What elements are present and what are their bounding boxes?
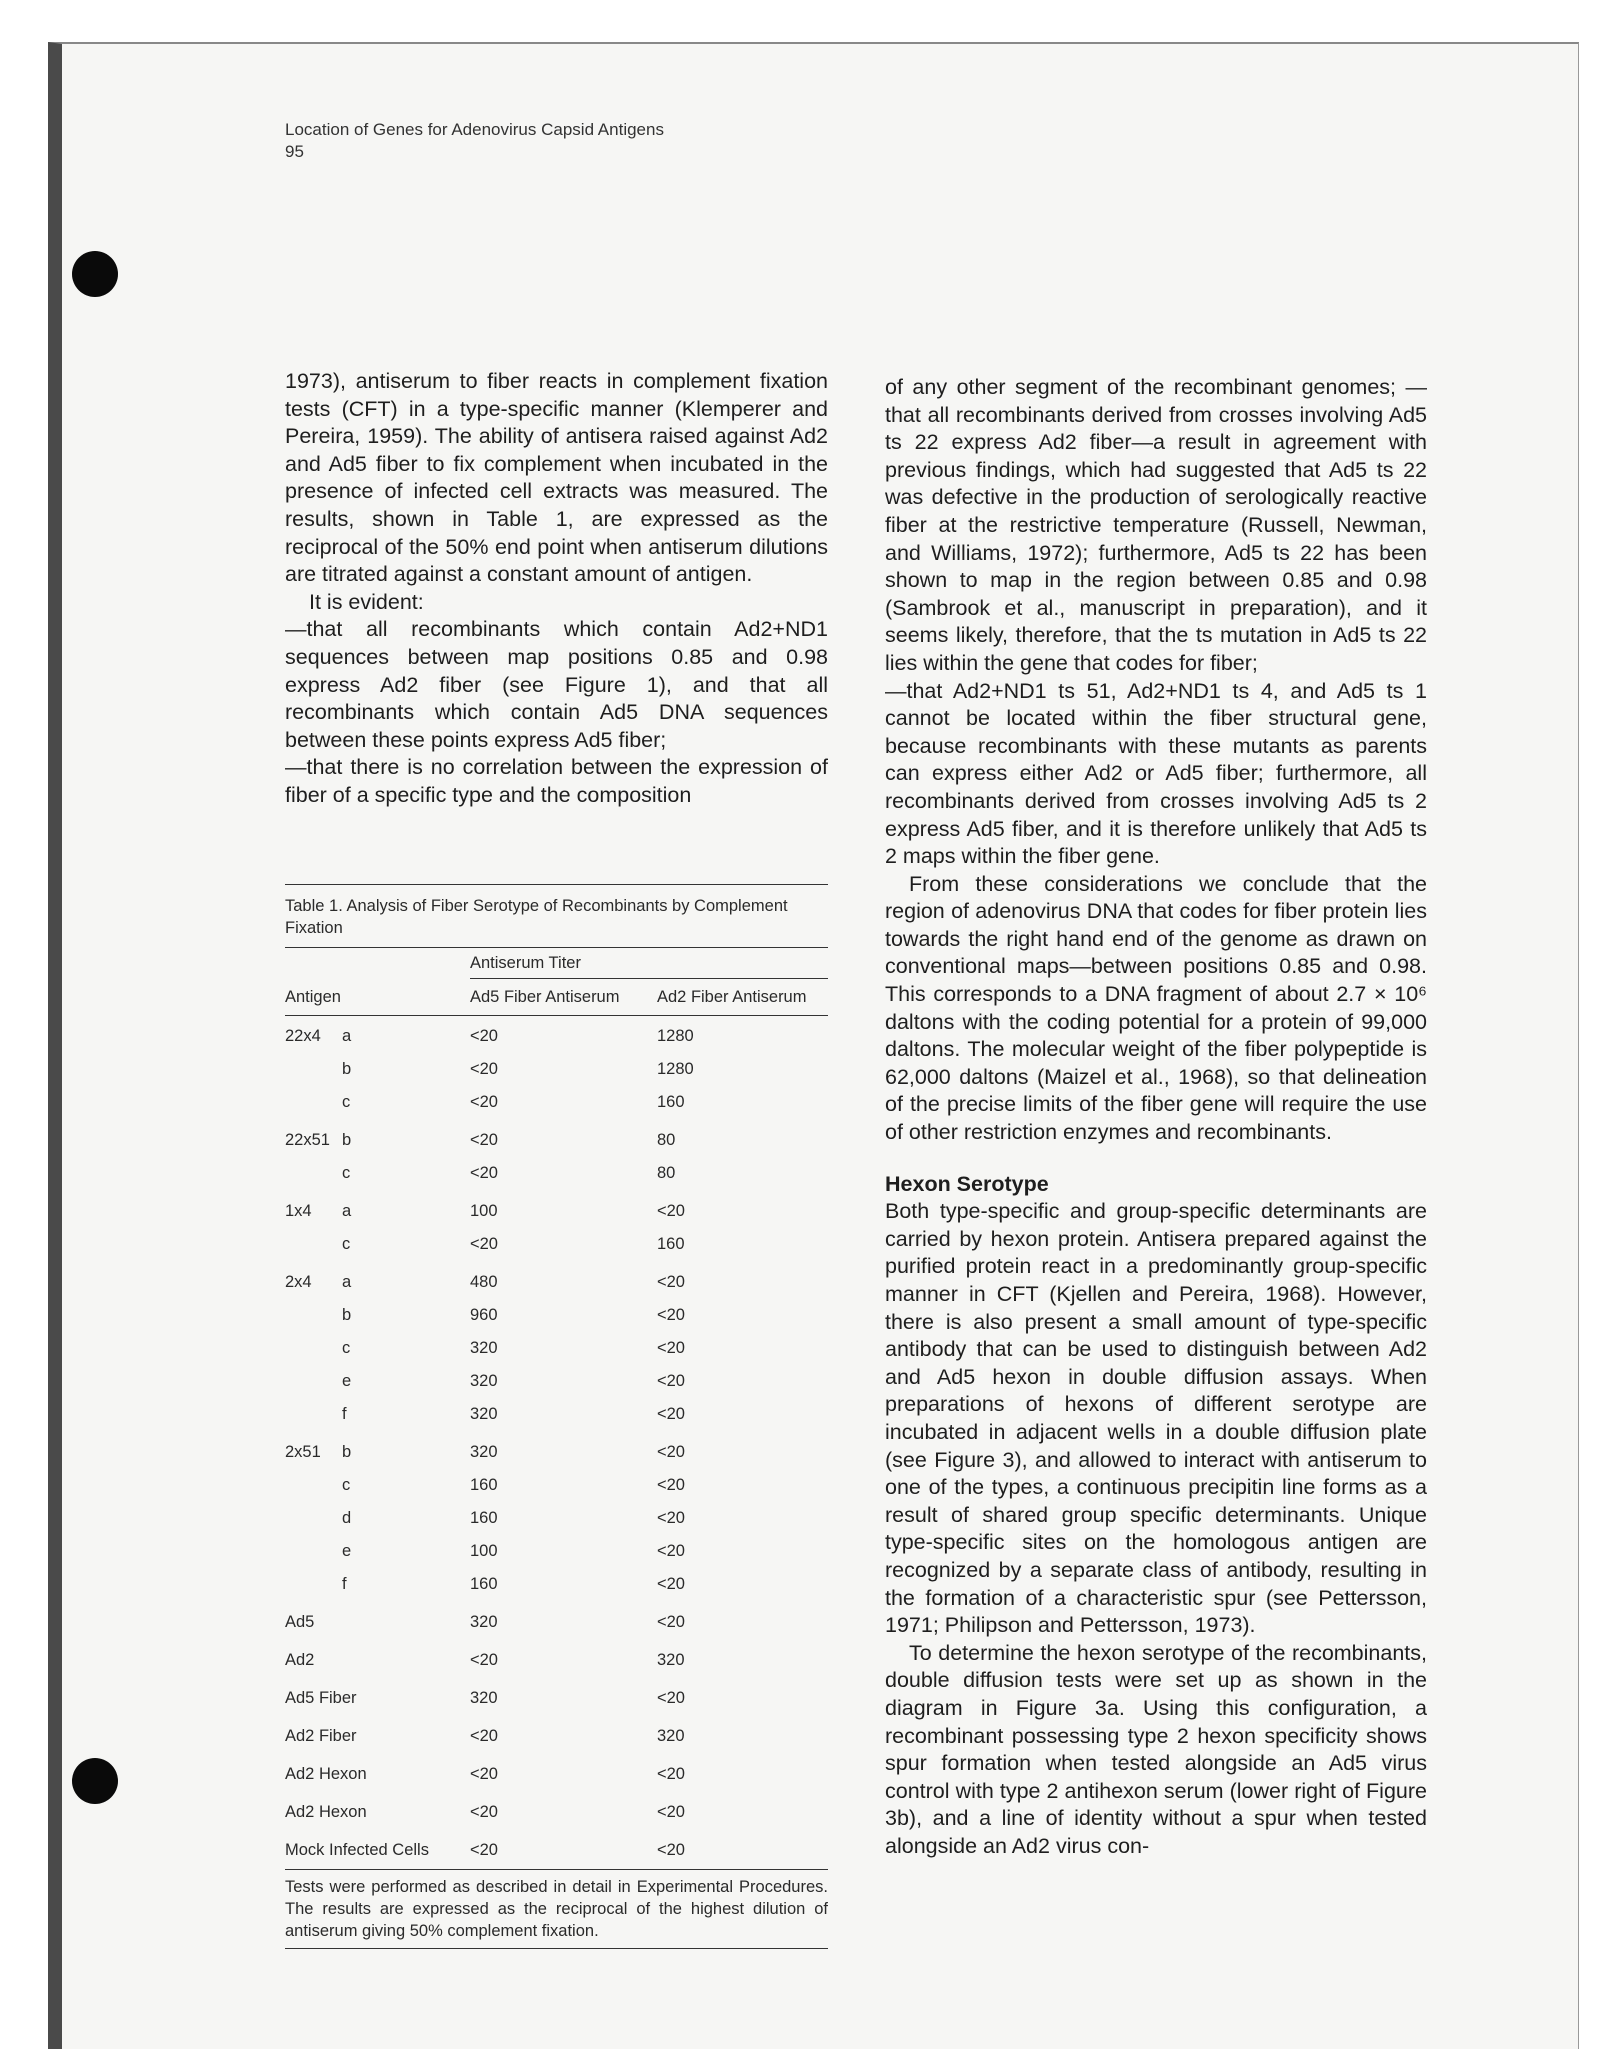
ad5-titer-cell: 320 bbox=[470, 1372, 498, 1390]
paragraph: From these considerations we conclude that the region of adenovirus DNA that codes for fiber protein lies towards the right hand end of the genome as drawn on conventional maps—between positions 0.85 and 0.98. This corresponds to a DNA fragment of about 2.7 × 10⁶ daltons with the coding potential for a protein of 99,000 daltons. The molecular weight of the fiber polypeptide is 62,000 daltons (Maizel et al., 1968), so that delineation of the precise limits of the fiber gene will require the use of other restriction enzymes and recombinants. bbox=[885, 871, 1427, 1145]
punch-hole bbox=[72, 1758, 118, 1804]
antigen-cell: Mock Infected Cells bbox=[285, 1841, 429, 1859]
isolate-cell: f bbox=[342, 1405, 347, 1423]
ad5-titer-cell: 320 bbox=[470, 1613, 498, 1631]
table-row bbox=[285, 1332, 828, 1365]
isolate-cell: c bbox=[342, 1339, 351, 1357]
isolate-cell: b bbox=[342, 1306, 352, 1324]
table-row bbox=[285, 1535, 828, 1568]
page-number: 95 bbox=[285, 142, 304, 161]
antigen-cell: Ad5 bbox=[285, 1613, 315, 1631]
ad2-titer-cell: <20 bbox=[657, 1841, 685, 1859]
ad2-titer-cell: <20 bbox=[657, 1542, 685, 1560]
antigen-cell: 22x4 bbox=[285, 1027, 321, 1045]
antigen-cell: Ad2 Hexon bbox=[285, 1803, 367, 1821]
table-row bbox=[285, 1124, 828, 1157]
antigen-cell: Ad5 Fiber bbox=[285, 1689, 357, 1707]
table-body bbox=[285, 1020, 828, 1867]
left-column bbox=[285, 368, 828, 810]
antigen-cell: 2x4 bbox=[285, 1273, 312, 1291]
column-header: Ad5 Fiber Antiserum bbox=[470, 988, 620, 1006]
ad2-titer-cell: <20 bbox=[657, 1339, 685, 1357]
isolate-cell: c bbox=[342, 1476, 351, 1494]
table-1 bbox=[285, 884, 828, 1949]
ad5-titer-cell: <20 bbox=[470, 1651, 498, 1669]
column-header: Ad2 Fiber Antiserum bbox=[657, 988, 807, 1006]
ad2-titer-cell: 320 bbox=[657, 1651, 685, 1669]
table-row bbox=[285, 1299, 828, 1332]
ad2-titer-cell: <20 bbox=[657, 1202, 685, 1220]
ad2-titer-cell: <20 bbox=[657, 1405, 685, 1423]
ad5-titer-cell: 160 bbox=[470, 1476, 498, 1494]
table-row bbox=[285, 1834, 828, 1867]
antigen-cell: Ad2 bbox=[285, 1651, 315, 1669]
ad5-titer-cell: 320 bbox=[470, 1405, 498, 1423]
column-header: Antigen bbox=[285, 988, 341, 1006]
ad2-titer-cell: <20 bbox=[657, 1765, 685, 1783]
table-row bbox=[285, 1606, 828, 1639]
ad2-titer-cell: 320 bbox=[657, 1727, 685, 1745]
table-row bbox=[285, 1228, 828, 1261]
ad5-titer-cell: <20 bbox=[470, 1803, 498, 1821]
table-row bbox=[285, 1469, 828, 1502]
ad5-titer-cell: <20 bbox=[470, 1093, 498, 1111]
ad2-titer-cell: 1280 bbox=[657, 1027, 694, 1045]
isolate-cell: e bbox=[342, 1372, 352, 1390]
isolate-cell: c bbox=[342, 1093, 351, 1111]
group-header: Antiserum Titer bbox=[470, 954, 581, 972]
ad2-titer-cell: <20 bbox=[657, 1689, 685, 1707]
ad2-titer-cell: <20 bbox=[657, 1306, 685, 1324]
ad2-titer-cell: 160 bbox=[657, 1235, 685, 1253]
isolate-cell: c bbox=[342, 1164, 351, 1182]
ad5-titer-cell: 100 bbox=[470, 1542, 498, 1560]
table-row bbox=[285, 1568, 828, 1601]
ad2-titer-cell: <20 bbox=[657, 1443, 685, 1461]
table-row bbox=[285, 1758, 828, 1791]
ad5-titer-cell: <20 bbox=[470, 1027, 498, 1045]
table-row bbox=[285, 1195, 828, 1228]
ad5-titer-cell: <20 bbox=[470, 1060, 498, 1078]
ad5-titer-cell: <20 bbox=[470, 1841, 498, 1859]
punch-hole bbox=[72, 251, 118, 297]
table-caption: Table 1. Analysis of Fiber Serotype of Recombinants by Complement Fixation bbox=[285, 897, 788, 937]
ad5-titer-cell: 160 bbox=[470, 1575, 498, 1593]
ad5-titer-cell: 100 bbox=[470, 1202, 498, 1220]
paragraph: Both type-specific and group-specific determinants are carried by hexon protein. Antisera prepared against the purified protein react in a predominantly group-specific manner in CFT (Kjellen and Pereira, 1968). However, there is also present a small amount of type-specific antibody that can be used to distinguish between Ad2 and Ad5 hexon in double diffusion assays. When preparations of hexons of different serotype are incubated in adjacent wells in a double diffusion plate (see Figure 3), and allowed to interact with antiserum to one of the types, a continuous precipitin line forms as a result of shared group specific determinants. Unique type-specific sites on the homologous antigen are recognized by a separate class of antibody, resulting in the formation of a characteristic spur (see Pettersson, 1971; Philipson and Pettersson, 1973). bbox=[885, 1199, 1427, 1638]
ad2-titer-cell: 80 bbox=[657, 1164, 676, 1182]
paragraph: —that Ad2+ND1 ts 51, Ad2+ND1 ts 4, and Ad5 ts 1 cannot be located within the fiber structural gene, because recombinants with these mutants as parents can express either Ad2 or Ad5 fiber; furthermore, all recombinants derived from crosses involving Ad5 ts 2 express Ad5 fiber, and it is therefore unlikely that Ad5 ts 2 maps within the fiber gene. bbox=[885, 678, 1427, 869]
table-row bbox=[285, 1020, 828, 1053]
ad5-titer-cell: 320 bbox=[470, 1689, 498, 1707]
isolate-cell: a bbox=[342, 1027, 352, 1045]
paragraph: 1973), antiserum to fiber reacts in complement fixation tests (CFT) in a type-specific manner (Klemperer and Pereira, 1959). The ability of antisera raised against Ad2 and Ad5 fiber to fix complement when incubated in the presence of infected cell extracts was measured. The results, shown in Table 1, are expressed as the reciprocal of the 50% end point when antiserum dilutions are titrated against a constant amount of antigen. bbox=[285, 369, 828, 587]
ad2-titer-cell: <20 bbox=[657, 1575, 685, 1593]
table-row bbox=[285, 1644, 828, 1677]
table-row bbox=[285, 1436, 828, 1469]
table-row bbox=[285, 1157, 828, 1190]
ad5-titer-cell: <20 bbox=[470, 1164, 498, 1182]
table-row bbox=[285, 1796, 828, 1829]
ad5-titer-cell: 160 bbox=[470, 1509, 498, 1527]
ad5-titer-cell: 320 bbox=[470, 1443, 498, 1461]
antigen-cell: 22x51 bbox=[285, 1131, 330, 1149]
table-row bbox=[285, 1398, 828, 1431]
ad5-titer-cell: 960 bbox=[470, 1306, 498, 1324]
paragraph: To determine the hexon serotype of the recombinants, double diffusion tests were set up as shown in the diagram in Figure 3a. Using this configuration, a recombinant possessing type 2 hexon specificity shows spur formation when tested alongside an Ad5 virus control with type 2 antihexon serum (lower right of Figure 3b), and a line of identity without a spur when tested alongside an Ad2 virus con- bbox=[885, 1640, 1427, 1858]
ad5-titer-cell: 480 bbox=[470, 1273, 498, 1291]
ad2-titer-cell: 1280 bbox=[657, 1060, 694, 1078]
table-row bbox=[285, 1266, 828, 1299]
right-column bbox=[885, 374, 1427, 1860]
ad2-titer-cell: 80 bbox=[657, 1131, 676, 1149]
antigen-cell: 1x4 bbox=[285, 1202, 312, 1220]
table-row bbox=[285, 1720, 828, 1753]
isolate-cell: b bbox=[342, 1131, 352, 1149]
ad2-titer-cell: <20 bbox=[657, 1803, 685, 1821]
table-footnote: Tests were performed as described in detail in Experimental Procedures. The results are expressed as the reciprocal of the highest dilution of antiserum giving 50% complement fixation. bbox=[285, 1878, 828, 1940]
ad2-titer-cell: <20 bbox=[657, 1613, 685, 1631]
ad2-titer-cell: <20 bbox=[657, 1372, 685, 1390]
ad2-titer-cell: <20 bbox=[657, 1476, 685, 1494]
isolate-cell: a bbox=[342, 1273, 352, 1291]
section-heading: Hexon Serotype bbox=[885, 1171, 1049, 1196]
ad2-titer-cell: <20 bbox=[657, 1273, 685, 1291]
ad2-titer-cell: <20 bbox=[657, 1509, 685, 1527]
table-row bbox=[285, 1053, 828, 1086]
paragraph: —that all recombinants which contain Ad2+ND1 sequences between map positions 0.85 and 0.98 express Ad2 fiber (see Figure 1), and that all recombinants which contain Ad5 DNA sequences between these points express Ad5 fiber; bbox=[285, 617, 828, 752]
paragraph: of any other segment of the recombinant genomes; —that all recombinants derived from crosses involving Ad5 ts 22 express Ad2 fiber—a result in agreement with previous findings, which had suggested that Ad5 ts 22 was defective in the production of serologically reactive fiber at the restrictive temperature (Russell, Newman, and Williams, 1972); furthermore, Ad5 ts 22 has been shown to map in the region between 0.85 and 0.98 (Sambrook et al., manuscript in preparation), and it seems likely, therefore, that the ts mutation in Ad5 ts 22 lies within the gene that codes for fiber; bbox=[885, 375, 1427, 675]
antigen-cell: Ad2 Fiber bbox=[285, 1727, 357, 1745]
table-row bbox=[285, 1365, 828, 1398]
paragraph: —that there is no correlation between the expression of fiber of a specific type and the composition bbox=[285, 755, 828, 807]
antigen-cell: 2x51 bbox=[285, 1443, 321, 1461]
ad5-titer-cell: 320 bbox=[470, 1339, 498, 1357]
running-title: Location of Genes for Adenovirus Capsid Antigens bbox=[285, 120, 664, 139]
isolate-cell: a bbox=[342, 1202, 352, 1220]
ad2-titer-cell: 160 bbox=[657, 1093, 685, 1111]
ad5-titer-cell: <20 bbox=[470, 1765, 498, 1783]
isolate-cell: d bbox=[342, 1509, 352, 1527]
ad5-titer-cell: <20 bbox=[470, 1235, 498, 1253]
isolate-cell: b bbox=[342, 1060, 352, 1078]
isolate-cell: c bbox=[342, 1235, 351, 1253]
isolate-cell: e bbox=[342, 1542, 352, 1560]
table-row bbox=[285, 1502, 828, 1535]
isolate-cell: b bbox=[342, 1443, 352, 1461]
paragraph: It is evident: bbox=[309, 589, 424, 614]
table-row bbox=[285, 1682, 828, 1715]
ad5-titer-cell: <20 bbox=[470, 1727, 498, 1745]
ad5-titer-cell: <20 bbox=[470, 1131, 498, 1149]
table-row bbox=[285, 1086, 828, 1119]
antigen-cell: Ad2 Hexon bbox=[285, 1765, 367, 1783]
isolate-cell: f bbox=[342, 1575, 347, 1593]
